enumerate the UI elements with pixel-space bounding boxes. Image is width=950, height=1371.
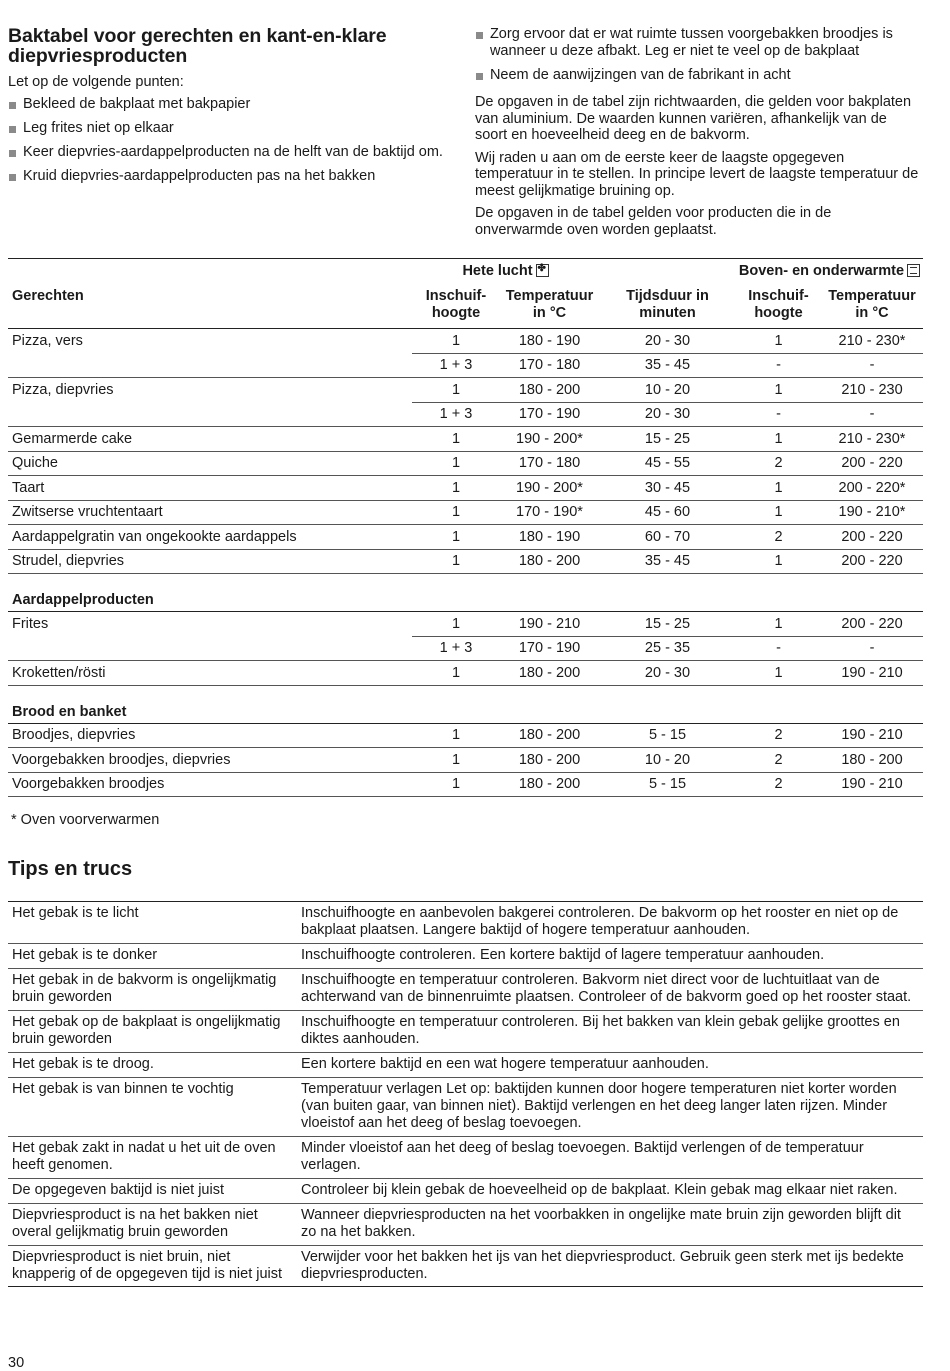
bake-table — [8, 258, 923, 797]
tips-row — [8, 1078, 923, 1137]
tb-temp-cell: 210 - 230* — [821, 427, 923, 452]
tb-temp-cell: 190 - 210 — [821, 772, 923, 797]
table-row — [8, 772, 923, 797]
bullet-square-icon — [476, 32, 483, 39]
tb-temp-cell: 210 - 230 — [821, 378, 923, 403]
tb-level-cell: 2 — [736, 723, 821, 748]
tb-level-cell: 2 — [736, 525, 821, 550]
dish-cell: Broodjes, diepvries — [8, 723, 412, 748]
dish-cell: Kroketten/rösti — [8, 661, 412, 686]
solution-cell: Inschuifhoogte en temperatuur controleren. Bakvorm niet direct voor de luchtuitlaat van de achterwand van de binnenruimte plaatsen. Controleer of de bakvorm goed op het rooster staat. — [297, 969, 923, 1011]
dish-cell: Taart — [8, 476, 412, 501]
time-cell: 25 - 35 — [599, 636, 736, 661]
bullet-item: Zorg ervoor dat er wat ruimte tussen voorgebakken broodjes is wanneer u deze afbakt. Leg er niet te veel op de bakplaat — [475, 26, 923, 60]
tb-temp-cell: 180 - 200 — [821, 748, 923, 773]
dish-cell: Pizza, vers — [12, 333, 83, 349]
group-header-top-bottom-heat: Boven- en onderwarmte — [736, 259, 923, 281]
bullet-item: Leg frites niet op elkaar — [8, 120, 465, 137]
tb-level-cell: 1 — [736, 427, 821, 452]
ha-temp-cell: 180 - 200 — [500, 549, 599, 574]
ha-level-cell: 1 — [412, 772, 500, 797]
tips-row — [8, 944, 923, 969]
time-cell: 10 - 20 — [599, 748, 736, 773]
tb-temp-cell: - — [821, 402, 923, 427]
tb-temp-cell: 200 - 220 — [821, 451, 923, 476]
table-row — [8, 661, 923, 686]
tb-temp-cell: 200 - 220 — [821, 525, 923, 550]
tb-level-cell: 2 — [736, 772, 821, 797]
ha-temp-cell: 170 - 190 — [500, 402, 599, 427]
tb-level-cell: 2 — [736, 451, 821, 476]
solution-cell: Wanneer diepvriesproducten na het voorbakken in ongelijke mate bruin zijn geworden blijft dit zo na het bakken. — [297, 1204, 923, 1246]
ha-level-cell: 1 — [412, 427, 500, 452]
dish-cell — [8, 636, 412, 661]
problem-cell: Het gebak in de bakvorm is ongelijkmatig bruin geworden — [8, 969, 297, 1011]
dish-cell: Voorgebakken broodjes, diepvries — [8, 748, 412, 773]
tb-level-cell: 1 — [736, 329, 821, 354]
problem-cell: Het gebak zakt in nadat u het uit de oven heeft genomen. — [8, 1137, 297, 1179]
problem-cell: Diepvriesproduct is niet bruin, niet knapperig of de opgegeven tijd is niet juist — [8, 1246, 297, 1287]
ha-temp-cell: 190 - 210 — [500, 612, 599, 637]
tb-temp-cell: 210 - 230* — [821, 329, 923, 354]
tips-row — [8, 1204, 923, 1246]
bullet-item: Bekleed de bakplaat met bakpapier — [8, 96, 465, 113]
page-number: 30 — [8, 1355, 25, 1371]
bullet-square-icon — [9, 174, 16, 181]
problem-cell: Het gebak op de bakplaat is ongelijkmatig bruin geworden — [8, 1011, 297, 1053]
group-header-row — [8, 259, 923, 281]
time-cell: 15 - 25 — [599, 612, 736, 637]
ha-temp-cell: 170 - 180 — [500, 451, 599, 476]
column-header-row — [8, 280, 923, 329]
ha-level-cell: 1 — [412, 612, 500, 637]
time-cell: 20 - 30 — [599, 661, 736, 686]
ha-temp-cell: 180 - 200 — [500, 378, 599, 403]
solution-cell: Temperatuur verlagen Let op: baktijden kunnen door hogere temperaturen niet korter worden (van buiten gaar, van binnen niet). Baktijd verlengen en het deeg langer laten rijzen. Minder vloeistof aan het deeg of beslag toevoegen. — [297, 1078, 923, 1137]
ha-level-cell: 1 + 3 — [412, 402, 500, 427]
bullet-square-icon — [476, 73, 483, 80]
solution-cell: Verwijder voor het bakken het ijs van het diepvriesproduct. Gebruik geen sterk met ijs bedekte diepvriesproducten. — [297, 1246, 923, 1287]
ha-temp-cell: 180 - 200 — [500, 772, 599, 797]
tb-temp-cell: 200 - 220* — [821, 476, 923, 501]
tb-level-cell: 1 — [736, 476, 821, 501]
solution-cell: Een kortere baktijd en een wat hogere temperatuur aanhouden. — [297, 1053, 923, 1078]
solution-cell: Controleer bij klein gebak de hoeveelheid op de bakplaat. Klein gebak mag elkaar niet raken. — [297, 1179, 923, 1204]
tb-temp-cell: 200 - 220 — [821, 612, 923, 637]
tb-level-cell: 1 — [736, 612, 821, 637]
tips-title: Tips en trucs — [8, 858, 133, 880]
page-title: Baktabel voor gerechten en kant-en-klare diepvriesproducten — [8, 25, 387, 67]
dish-cell: Pizza, diepvries — [12, 382, 114, 398]
problem-cell: Het gebak is te droog. — [8, 1053, 297, 1078]
dish-cell: Voorgebakken broodjes — [8, 772, 412, 797]
solution-cell: Minder vloeistof aan het deeg of beslag toevoegen. Baktijd verlengen of de temperatuur verlagen. — [297, 1137, 923, 1179]
problem-cell: Het gebak is te licht — [8, 902, 297, 944]
fan-icon: ✤ — [536, 264, 549, 277]
ha-level-cell: 1 — [412, 723, 500, 748]
problem-cell: Het gebak is van binnen te vochtig — [8, 1078, 297, 1137]
info-paragraph: Wij raden u aan om de eerste keer de laagste opgegeven temperatuur in te stellen. In principe levert de laagste temperatuur de meest gelijkmatige bruining op. — [474, 149, 919, 199]
tb-temp-cell: 190 - 210 — [821, 723, 923, 748]
time-cell: 45 - 60 — [599, 500, 736, 525]
column-header-time: Tijdsduur in minuten — [599, 280, 736, 329]
time-cell: 35 - 45 — [599, 549, 736, 574]
tips-row — [8, 969, 923, 1011]
info-paragraph: De opgaven in de tabel zijn richtwaarden, die gelden voor bakplaten van aluminium. De waarden kunnen variëren, afhankelijk van de soort en hoeveelheid deeg en de bakvorm. — [474, 94, 912, 143]
tb-level-cell: 1 — [736, 500, 821, 525]
dish-cell — [8, 353, 412, 378]
column-header-top-bottom-level: Inschuif- hoogte — [736, 280, 821, 329]
bake-table-body — [8, 329, 923, 797]
ha-temp-cell: 180 - 200 — [500, 661, 599, 686]
bullet-square-icon — [9, 102, 16, 109]
time-cell: 60 - 70 — [599, 525, 736, 550]
tips-table — [8, 901, 923, 1287]
dish-cell: Zwitserse vruchtentaart — [8, 500, 412, 525]
info-paragraph: De opgaven in de tabel gelden voor producten die in de onverwarmde oven worden geplaatst. — [474, 205, 832, 238]
section-title: Brood en banket — [8, 685, 923, 723]
problem-cell: Diepvriesproduct is na het bakken niet overal gelijkmatig bruin geworden — [8, 1204, 297, 1246]
bullet-item: Kruid diepvries-aardappelproducten pas na het bakken — [8, 168, 465, 185]
intro-lead: Let op de volgende punten: — [8, 74, 184, 90]
problem-cell: De opgegeven baktijd is niet juist — [8, 1179, 297, 1204]
time-cell: 5 - 15 — [599, 772, 736, 797]
top-bottom-heat-icon — [907, 264, 920, 277]
bullet-item: Keer diepvries-aardappelproducten na de helft van de baktijd om. — [8, 144, 465, 161]
column-header-hot-air-level: Inschuif- hoogte — [412, 280, 500, 329]
ha-temp-cell: 180 - 190 — [500, 525, 599, 550]
tb-temp-cell: 200 - 220 — [821, 549, 923, 574]
tb-temp-cell: - — [821, 636, 923, 661]
time-cell: 35 - 45 — [599, 353, 736, 378]
ha-temp-cell: 170 - 190 — [500, 636, 599, 661]
tips-row — [8, 1179, 923, 1204]
bullet-square-icon — [9, 126, 16, 133]
table-row — [8, 748, 923, 773]
tips-table-body — [8, 902, 923, 1287]
tb-temp-cell: 190 - 210* — [821, 500, 923, 525]
section-header-row — [8, 685, 923, 723]
ha-level-cell: 1 + 3 — [412, 636, 500, 661]
time-cell: 15 - 25 — [599, 427, 736, 452]
table-row — [8, 451, 923, 476]
intro-section — [8, 22, 923, 238]
table-row — [8, 476, 923, 501]
tb-level-cell: - — [736, 402, 821, 427]
table-row — [8, 525, 923, 550]
ha-temp-cell: 190 - 200* — [500, 427, 599, 452]
ha-temp-cell: 170 - 180 — [500, 353, 599, 378]
dish-cell: Quiche — [8, 451, 412, 476]
ha-level-cell: 1 + 3 — [412, 353, 500, 378]
solution-cell: Inschuifhoogte controleren. Een kortere baktijd of lagere temperatuur aanhouden. — [297, 944, 923, 969]
ha-level-cell: 1 — [412, 661, 500, 686]
tips-row — [8, 1246, 923, 1287]
group-header-hot-air: Hete lucht ✤ — [412, 259, 599, 281]
ha-temp-cell: 190 - 200* — [500, 476, 599, 501]
ha-temp-cell: 180 - 200 — [500, 748, 599, 773]
section-header-row — [8, 574, 923, 612]
table-row — [8, 549, 923, 574]
table-row — [8, 612, 923, 637]
tb-temp-cell: 190 - 210 — [821, 661, 923, 686]
bullet-item: Neem de aanwijzingen van de fabrikant in acht — [475, 67, 923, 84]
table-row — [8, 427, 923, 452]
dish-cell: Gemarmerde cake — [8, 427, 412, 452]
bullet-list-right — [475, 26, 923, 84]
column-header-top-bottom-temp: Temperatuur in °C — [821, 280, 923, 329]
intro-left-column — [8, 22, 465, 238]
intro-right-column — [475, 22, 923, 238]
table-row — [8, 723, 923, 748]
solution-cell: Inschuifhoogte en temperatuur controleren. Bij het bakken van klein gebak gelijke groottes en diktes aanhouden. — [297, 1011, 923, 1053]
time-cell: 10 - 20 — [599, 378, 736, 403]
bullet-list-left — [8, 96, 465, 185]
ha-level-cell: 1 — [412, 500, 500, 525]
tb-level-cell: - — [736, 636, 821, 661]
tb-level-cell: 2 — [736, 748, 821, 773]
tb-level-cell: - — [736, 353, 821, 378]
dish-cell: Frites — [12, 616, 49, 632]
tips-row — [8, 1137, 923, 1179]
table-row — [8, 378, 923, 403]
tips-row — [8, 902, 923, 944]
time-cell: 30 - 45 — [599, 476, 736, 501]
tips-row — [8, 1053, 923, 1078]
column-header-hot-air-temp: Temperatuur in °C — [500, 280, 599, 329]
dish-cell — [8, 402, 412, 427]
ha-temp-cell: 180 - 200 — [500, 723, 599, 748]
tb-level-cell: 1 — [736, 549, 821, 574]
ha-level-cell: 1 — [412, 549, 500, 574]
table-row — [8, 353, 923, 378]
ha-level-cell: 1 — [412, 476, 500, 501]
tb-level-cell: 1 — [736, 661, 821, 686]
ha-level-cell: 1 — [412, 748, 500, 773]
ha-temp-cell: 180 - 190 — [500, 329, 599, 354]
footnote: * Oven voorverwarmen — [11, 812, 160, 828]
ha-level-cell: 1 — [412, 378, 500, 403]
table-row — [8, 636, 923, 661]
time-cell: 20 - 30 — [599, 329, 736, 354]
bullet-square-icon — [9, 150, 16, 157]
table-row — [8, 500, 923, 525]
section-title: Aardappelproducten — [8, 574, 923, 612]
dish-cell: Aardappelgratin van ongekookte aardappels — [8, 525, 412, 550]
ha-level-cell: 1 — [412, 525, 500, 550]
ha-temp-cell: 170 - 190* — [500, 500, 599, 525]
time-cell: 45 - 55 — [599, 451, 736, 476]
ha-level-cell: 1 — [412, 329, 500, 354]
solution-cell: Inschuifhoogte en aanbevolen bakgerei controleren. De bakvorm op het rooster en niet op de bakplaat plaatsen. Langere baktijd of hogere temperatuur aanhouden. — [297, 902, 923, 944]
tips-row — [8, 1011, 923, 1053]
tb-temp-cell: - — [821, 353, 923, 378]
time-cell: 20 - 30 — [599, 402, 736, 427]
time-cell: 5 - 15 — [599, 723, 736, 748]
table-row — [8, 329, 923, 354]
table-row — [8, 402, 923, 427]
problem-cell: Het gebak is te donker — [8, 944, 297, 969]
dish-cell: Strudel, diepvries — [8, 549, 412, 574]
tb-level-cell: 1 — [736, 378, 821, 403]
column-header-dish: Gerechten — [8, 280, 412, 329]
ha-level-cell: 1 — [412, 451, 500, 476]
